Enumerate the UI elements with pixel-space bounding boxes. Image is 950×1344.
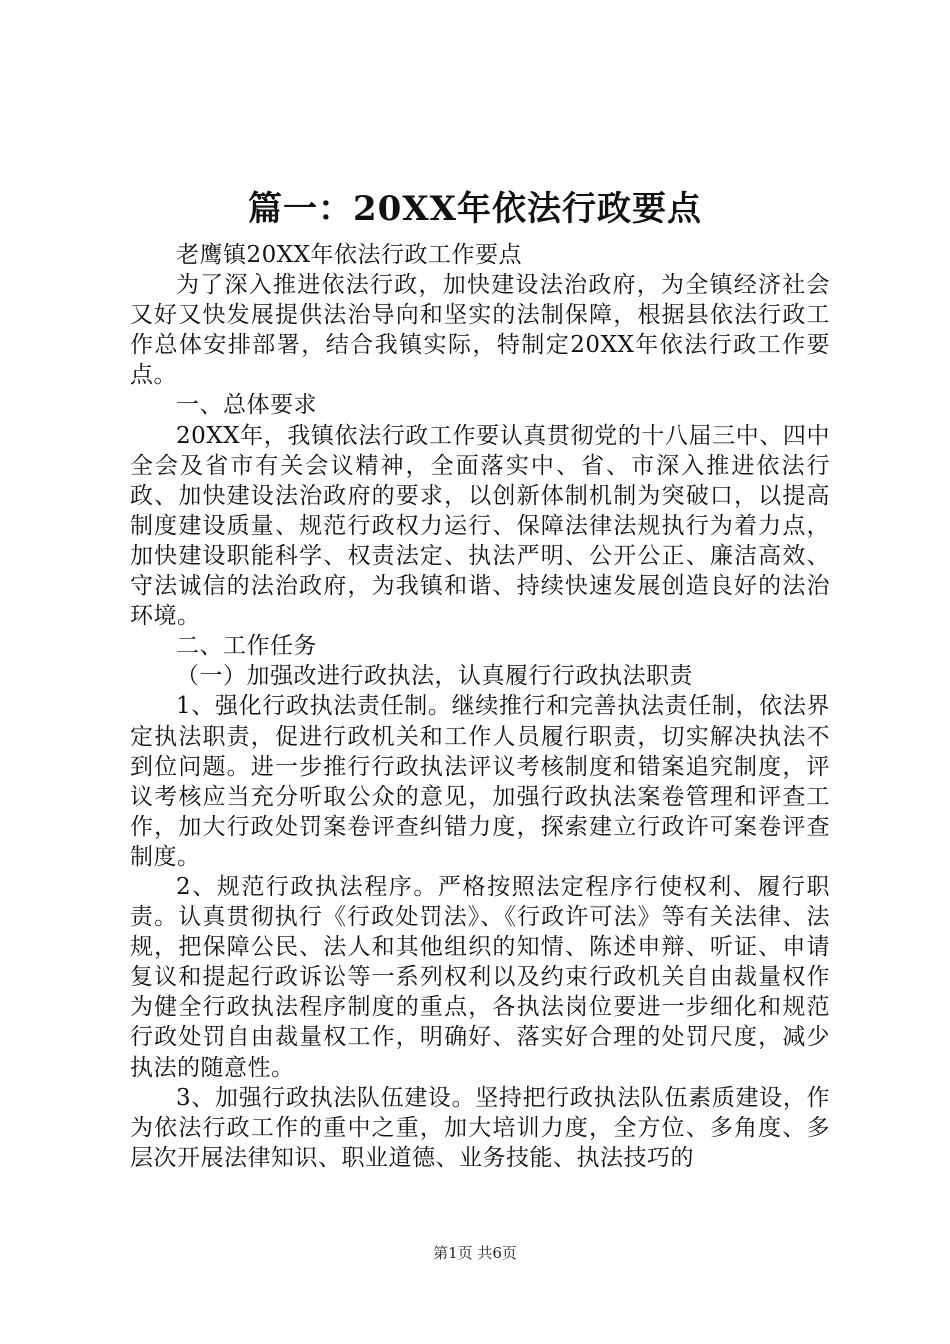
subsection-heading-1: （一）加强改进行政执法，认真履行行政执法职责 (176, 663, 693, 690)
paragraph-item-2: 2、规范行政执法程序。严格按照法定程序行使权利、履行职责。认真贯彻执行《行政处罚法》、《行政许可法》等有关法律、法规，把保障公民、法人和其他组织的知情、陈述申辩、听证、申请复议和提起行政诉讼等一系列权利以及约束行政机关自由裁量权作为健全行政执法程序制度的重点，各执法岗位要进一步细化和规范行政处罚自由裁量权工作，明确好、落实好合理的处罚尺度，减少执法的随意性。 (130, 873, 830, 1081)
section-heading-1: 一、总体要求 (176, 392, 317, 419)
paragraph-subtitle: 老鹰镇20XX年依法行政工作要点 (176, 242, 523, 268)
document-body (130, 240, 830, 1173)
document-title: 篇一：20XX年依法行政要点 (247, 189, 703, 229)
paragraph-item-3: 3、加强行政执法队伍建设。坚持把行政执法队伍素质建设，作为依法行政工作的重中之重，加大培训力度，全方位、多角度、多层次开展法律知识、职业道德、业务技能、执法技巧的 (130, 1084, 830, 1171)
paragraph-intro: 为了深入推进依法行政，加快建设法治政府，为全镇经济社会又好又快发展提供法治导向和坚实的法制保障，根据县依法行政工作总体安排部署，结合我镇实际，特制定20XX年依法行政工作要点。 (130, 272, 830, 389)
paragraph-general-requirements: 20XX年，我镇依法行政工作要认真贯彻党的十八届三中、四中全会及省市有关会议精神，全面落实中、省、市深入推进依法行政、加快建设法治政府的要求，以创新体制机制为突破口，以提高制度建设质量、规范行政权力运行、保障法律法规执行为着力点，加快建设职能科学、权责法定、执法严明、公开公正、廉洁高效、守法诚信的法治政府，为我镇和谐、持续快速发展创造良好的法治环境。 (130, 422, 830, 630)
paragraph-item-1: 1、强化行政执法责任制。继续推行和完善执法责任制，依法界定执法职责，促进行政机关和工作人员履行职责，切实解决执法不到位问题。进一步推行行政执法评议考核制度和错案追究制度，评议考核应当充分听取公众的意见，加强行政执法案卷管理和评查工作，加大行政处罚案卷评查纠错力度，探索建立行政许可案卷评查制度。 (130, 693, 830, 870)
section-heading-2: 二、工作任务 (176, 633, 317, 660)
page-footer: 第1页 共6页 (433, 1244, 517, 1262)
